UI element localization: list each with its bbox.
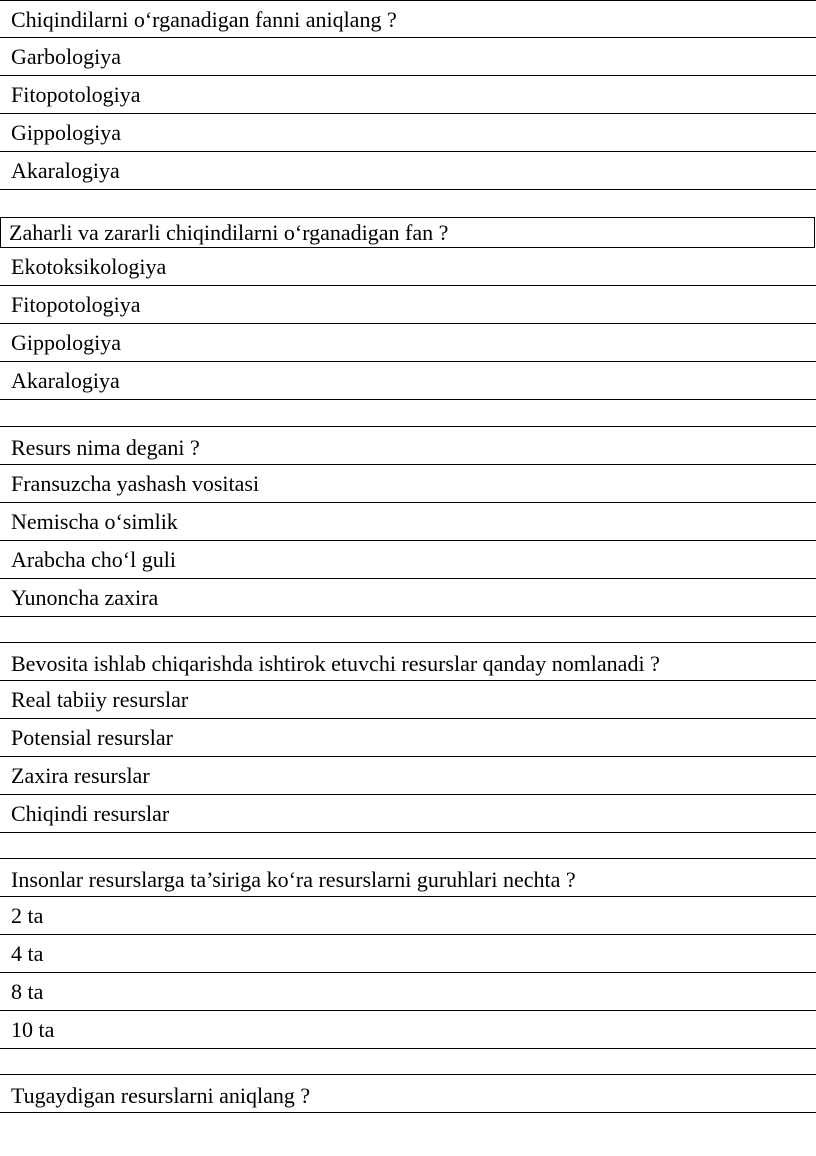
answer-option[interactable]: 8 ta [0,973,816,1011]
question-block-2 [0,217,816,400]
question-block-5 [0,858,816,1049]
question-text: Resurs nima degani ? [0,426,816,465]
answer-option[interactable]: Akaralogiya [0,152,816,190]
answer-option[interactable]: Yunoncha zaxira [0,579,816,617]
answer-option[interactable]: Garbologiya [0,38,816,76]
answer-option[interactable]: Fitopotologiya [0,286,816,324]
answer-option[interactable]: Chiqindi resurslar [0,795,816,833]
answer-option[interactable]: Ekotoksikologiya [0,248,816,286]
answer-option[interactable]: Arabcha cho‘l guli [0,541,816,579]
question-text: Insonlar resurslarga ta’siriga ko‘ra resurslarni guruhlari nechta ? [0,858,816,897]
question-text: Tugaydigan resurslarni aniqlang ? [0,1074,816,1113]
question-block-4 [0,642,816,833]
answer-option[interactable]: Fitopotologiya [0,76,816,114]
answer-option[interactable]: Nemischa o‘simlik [0,503,816,541]
answer-option[interactable]: Akaralogiya [0,362,816,400]
answer-option[interactable]: Potensial resurslar [0,719,816,757]
answer-option[interactable]: Real tabiiy resurslar [0,681,816,719]
question-block-1 [0,0,816,190]
question-block-3 [0,426,816,617]
question-text: Chiqindilarni o‘rganadigan fanni aniqlang ? [0,0,816,38]
answer-option[interactable]: Fransuzcha yashash vositasi [0,465,816,503]
answer-option[interactable]: 2 ta [0,897,816,935]
answer-option[interactable]: Zaxira resurslar [0,757,816,795]
answer-option[interactable]: Gippologiya [0,114,816,152]
answer-option[interactable]: 4 ta [0,935,816,973]
question-text: Bevosita ishlab chiqarishda ishtirok etuvchi resurslar qanday nomlanadi ? [0,642,816,681]
question-block-6 [0,1074,816,1113]
question-text: Zaharli va zararli chiqindilarni o‘rganadigan fan ? [0,217,815,248]
answer-option[interactable]: 10 ta [0,1011,816,1049]
answer-option[interactable]: Gippologiya [0,324,816,362]
